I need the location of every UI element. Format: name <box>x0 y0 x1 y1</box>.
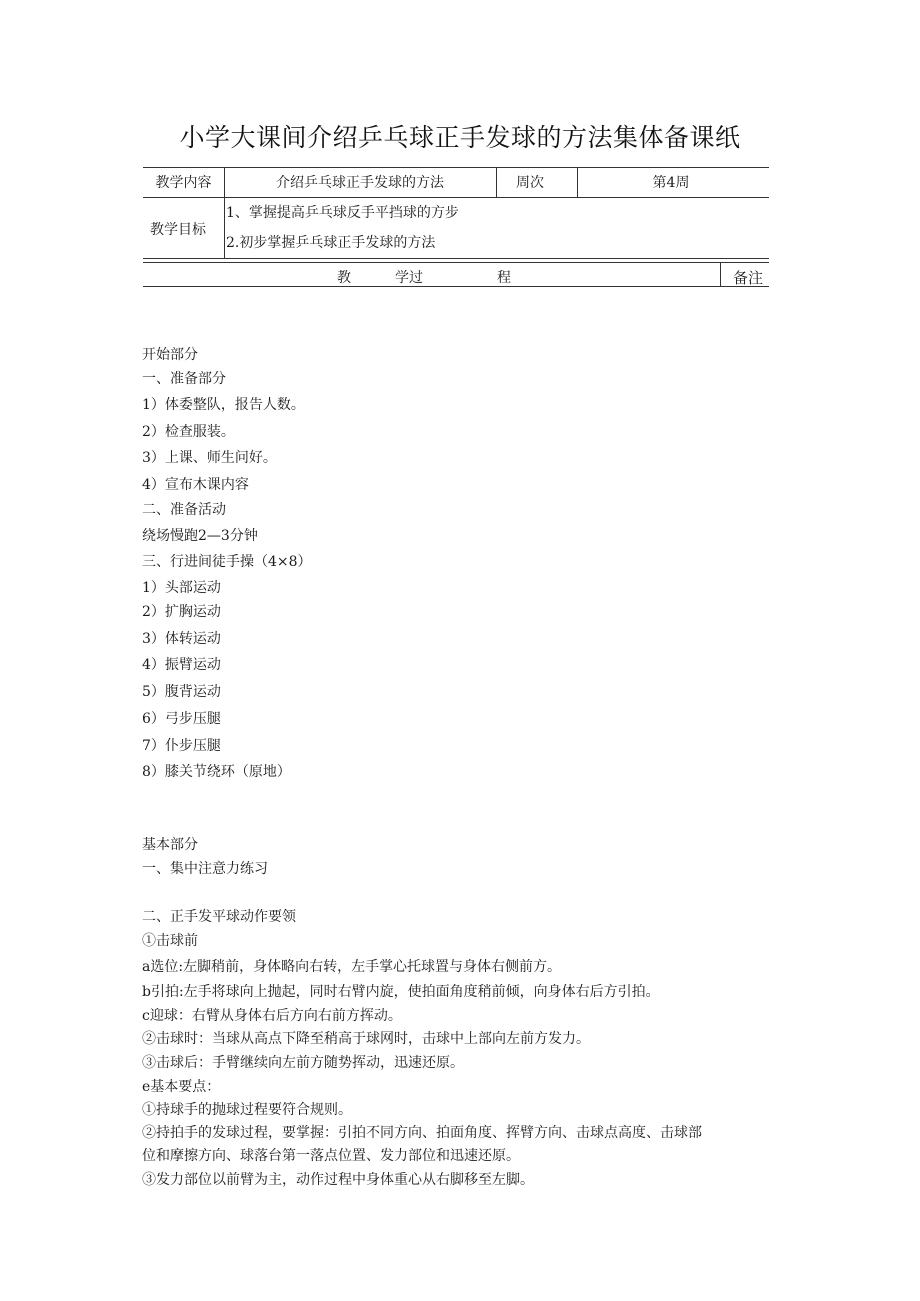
text-line: 4）振臂运动 <box>142 657 221 673</box>
process-header-3: 程 <box>497 270 511 286</box>
table-top-border <box>143 167 769 168</box>
goal-item-2: 2.初步掌握乒乓球正手发球的方法 <box>226 235 436 251</box>
text-line: 2）检查服装。 <box>142 424 235 440</box>
text-line: 三、行进间徒手操（4×8） <box>142 554 312 570</box>
content-value: 介绍乒乓球正手发球的方法 <box>276 175 444 191</box>
text-line: 2）扩胸运动 <box>142 604 221 620</box>
content-label: 教学内容 <box>155 175 212 191</box>
section-heading: 开始部分 <box>142 347 198 363</box>
page-title: 小学大课间介绍乒乓球正手发球的方法集体备课纸 <box>179 123 741 152</box>
text-line: c迎球：右臂从身体右后方向右前方挥动。 <box>142 1008 402 1024</box>
text-line: ①击球前 <box>142 933 198 949</box>
table-col-divider <box>720 262 721 286</box>
week-label: 周次 <box>516 175 544 191</box>
table-bottom-border <box>143 286 769 287</box>
goal-item-1: 1、掌握提高乒乓球反手平挡球的方步 <box>226 205 459 221</box>
text-line: ③发力部位以前臂为主，动作过程中身体重心从右脚移至左脚。 <box>142 1172 534 1188</box>
text-line: ③击球后：手臂继续向左前方随势挥动，迅速还原。 <box>142 1055 464 1071</box>
text-line: 一、准备部分 <box>142 371 226 387</box>
text-line: 1）头部运动 <box>142 580 221 596</box>
text-line: 3）体转运动 <box>142 631 221 647</box>
text-line: ②持拍手的发球过程，要掌握：引拍不同方向、拍面角度、挥臂方向、击球点高度、击球部 <box>142 1125 702 1141</box>
text-line: ①持球手的抛球过程要符合规则。 <box>142 1102 352 1118</box>
text-line: 二、准备活动 <box>142 502 226 518</box>
text-line: 7）仆步压腿 <box>142 738 221 754</box>
text-line: ②击球时：当球从高点下降至稍高于球网时，击球中上部向左前方发力。 <box>142 1031 590 1047</box>
text-line: 二、正手发平球动作要领 <box>142 909 296 925</box>
text-line: 4）宣布木课内容 <box>142 477 249 493</box>
text-line: e基本要点： <box>142 1079 221 1095</box>
text-line: 5）腹背运动 <box>142 684 221 700</box>
text-line: 6）弓步压腿 <box>142 711 221 727</box>
process-header-1: 教 <box>337 270 351 286</box>
text-line: 位和摩擦方向、球落台第一落点位置、发力部位和迅速还原。 <box>142 1148 520 1164</box>
text-line: 8）膝关节绕环（原地） <box>142 764 291 780</box>
section-heading: 基本部分 <box>142 837 198 853</box>
table-row-divider <box>143 258 769 259</box>
table-row-divider <box>143 262 769 263</box>
remarks-label: 备注 <box>733 269 764 287</box>
text-line: 1）体委整队，报告人数。 <box>142 397 305 413</box>
text-line: 一、集中注意力练习 <box>142 861 268 877</box>
week-value: 第4周 <box>652 175 690 191</box>
table-col-divider <box>577 167 578 197</box>
text-line: b引拍:左手将球向上抛起，同时右臂内旋，使拍面角度稍前倾，向身体右后方引拍。 <box>142 984 660 1000</box>
text-line: a选位:左脚稍前，身体略向右转，左手掌心托球置与身体右侧前方。 <box>142 959 562 975</box>
table-row-divider <box>143 197 769 198</box>
text-line: 3）上课、师生问好。 <box>142 450 277 466</box>
text-line: 绕场慢跑2—3分钟 <box>142 528 258 544</box>
goals-label: 教学目标 <box>150 222 206 238</box>
process-header-2: 学过 <box>395 270 423 286</box>
